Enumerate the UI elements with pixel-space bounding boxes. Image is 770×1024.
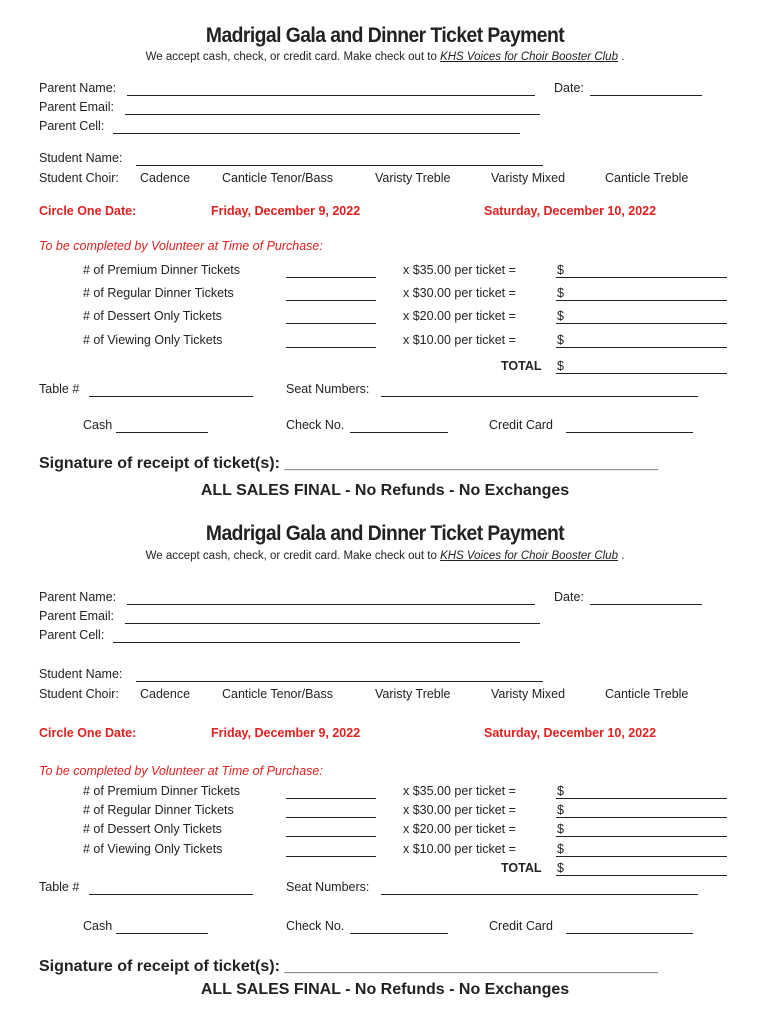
regular-dinner-price: x $30.00 per ticket =	[403, 286, 516, 300]
choir-option-varisty-mixed[interactable]: Varisty Mixed	[491, 687, 566, 701]
form-title: Madrigal Gala and Dinner Ticket Payment	[205, 24, 565, 47]
date-option-saturday[interactable]: Saturday, December 10, 2022	[484, 726, 657, 740]
credit-card-label: Credit Card	[489, 919, 553, 933]
dessert-only-price: x $20.00 per ticket =	[403, 309, 516, 323]
club-name: KHS Voices for Choir Booster Club	[440, 51, 618, 63]
premium-dinner-label: # of Premium Dinner Tickets	[83, 784, 240, 798]
choir-option-cadence[interactable]: Cadence	[140, 171, 191, 185]
signature-line[interactable]: Signature of receipt of ticket(s): __________________________________________	[39, 958, 659, 975]
parent-cell-field[interactable]	[113, 642, 520, 643]
parent-cell-label: Parent Cell:	[39, 628, 105, 642]
dessert-only-price: x $20.00 per ticket =	[403, 822, 516, 836]
viewing-only-price: x $10.00 per ticket =	[403, 333, 516, 347]
accept-end: .	[621, 550, 625, 562]
parent-name-label: Parent Name:	[39, 590, 117, 604]
seat-numbers-label: Seat Numbers:	[286, 382, 370, 396]
viewing-only-label: # of Viewing Only Tickets	[83, 333, 223, 347]
dessert-only-amount-field[interactable]	[556, 836, 727, 837]
accept-end: .	[621, 51, 625, 63]
date-option-friday[interactable]: Friday, December 9, 2022	[211, 204, 361, 218]
parent-email-field[interactable]	[125, 623, 540, 624]
viewing-only-amount-field[interactable]	[556, 856, 727, 857]
date-option-friday[interactable]: Friday, December 9, 2022	[211, 726, 361, 740]
total-label: TOTAL	[501, 359, 542, 373]
student-name-label: Student Name:	[39, 151, 123, 165]
regular-dinner-price: x $30.00 per ticket =	[403, 803, 516, 817]
choir-option-canticle-tenor-bass[interactable]: Canticle Tenor/Bass	[222, 171, 333, 185]
choir-option-canticle-tenor-bass[interactable]: Canticle Tenor/Bass	[222, 687, 333, 701]
check-no-label: Check No.	[286, 919, 345, 933]
viewing-only-dollar: $	[557, 333, 564, 347]
circle-date-label: Circle One Date:	[39, 726, 137, 740]
accept-text: We accept cash, check, or credit card. Make check out to	[145, 550, 437, 562]
dessert-only-label: # of Dessert Only Tickets	[83, 309, 222, 323]
regular-dinner-qty-field[interactable]	[286, 817, 376, 818]
date-field[interactable]	[590, 604, 702, 605]
date-label: Date:	[554, 590, 584, 604]
date-option-saturday[interactable]: Saturday, December 10, 2022	[484, 204, 657, 218]
premium-dinner-amount-field[interactable]	[556, 798, 727, 799]
student-choir-label: Student Choir:	[39, 687, 119, 701]
seat-numbers-field[interactable]	[381, 894, 698, 895]
regular-dinner-amount-field[interactable]	[556, 817, 727, 818]
signature-line[interactable]: Signature of receipt of ticket(s): __________________________________________	[39, 455, 659, 472]
credit-card-field[interactable]	[566, 933, 693, 934]
form-title: Madrigal Gala and Dinner Ticket Payment	[205, 522, 565, 545]
club-name: KHS Voices for Choir Booster Club	[440, 550, 618, 562]
viewing-only-label: # of Viewing Only Tickets	[83, 842, 223, 856]
cash-label: Cash	[83, 418, 113, 432]
total-dollar: $	[557, 861, 564, 875]
cash-field[interactable]	[116, 933, 208, 934]
parent-cell-label: Parent Cell:	[39, 119, 105, 133]
regular-dinner-label: # of Regular Dinner Tickets	[83, 803, 234, 817]
table-field[interactable]	[89, 894, 253, 895]
dessert-only-qty-field[interactable]	[286, 836, 376, 837]
choir-option-varisty-mixed[interactable]: Varisty Mixed	[491, 171, 566, 185]
dessert-only-dollar: $	[557, 309, 564, 323]
premium-dinner-qty-field[interactable]	[286, 798, 376, 799]
regular-dinner-dollar: $	[557, 286, 564, 300]
regular-dinner-dollar: $	[557, 803, 564, 817]
credit-card-label: Credit Card	[489, 418, 553, 432]
sales-final-notice: ALL SALES FINAL - No Refunds - No Exchanges	[200, 482, 570, 499]
circle-date-label: Circle One Date:	[39, 204, 137, 218]
payment-instructions	[0, 550, 770, 562]
premium-dinner-label: # of Premium Dinner Tickets	[83, 263, 240, 277]
choir-option-cadence[interactable]: Cadence	[140, 687, 191, 701]
parent-name-field[interactable]	[127, 604, 535, 605]
table-label: Table #	[39, 382, 80, 396]
student-choir-label: Student Choir:	[39, 171, 119, 185]
choir-option-canticle-treble[interactable]: Canticle Treble	[605, 171, 689, 185]
choir-option-varisty-treble[interactable]: Varisty Treble	[375, 171, 451, 185]
sales-final-notice: ALL SALES FINAL - No Refunds - No Exchanges	[200, 981, 570, 998]
dessert-only-dollar: $	[557, 822, 564, 836]
parent-name-label: Parent Name:	[39, 81, 117, 95]
total-label: TOTAL	[501, 861, 542, 875]
check-no-label: Check No.	[286, 418, 345, 432]
cash-label: Cash	[83, 919, 113, 933]
table-label: Table #	[39, 880, 80, 894]
check-no-field[interactable]	[350, 933, 448, 934]
student-name-label: Student Name:	[39, 667, 123, 681]
parent-email-label: Parent Email:	[39, 100, 115, 114]
dessert-only-label: # of Dessert Only Tickets	[83, 822, 222, 836]
student-name-field[interactable]	[136, 681, 543, 682]
viewing-only-price: x $10.00 per ticket =	[403, 842, 516, 856]
premium-dinner-price: x $35.00 per ticket =	[403, 784, 516, 798]
premium-dinner-price: x $35.00 per ticket =	[403, 263, 516, 277]
choir-option-canticle-treble[interactable]: Canticle Treble	[605, 687, 689, 701]
choir-option-varisty-treble[interactable]: Varisty Treble	[375, 687, 451, 701]
total-amount-field[interactable]	[556, 875, 727, 876]
premium-dinner-dollar: $	[557, 263, 564, 277]
premium-dinner-dollar: $	[557, 784, 564, 798]
viewing-only-dollar: $	[557, 842, 564, 856]
seat-numbers-label: Seat Numbers:	[286, 880, 370, 894]
date-label: Date:	[554, 81, 584, 95]
parent-email-label: Parent Email:	[39, 609, 115, 623]
total-dollar: $	[557, 359, 564, 373]
volunteer-note: To be completed by Volunteer at Time of Purchase:	[39, 239, 323, 253]
volunteer-note: To be completed by Volunteer at Time of Purchase:	[39, 764, 323, 778]
accept-text: We accept cash, check, or credit card. Make check out to	[145, 51, 437, 63]
viewing-only-qty-field[interactable]	[286, 856, 376, 857]
regular-dinner-label: # of Regular Dinner Tickets	[83, 286, 234, 300]
